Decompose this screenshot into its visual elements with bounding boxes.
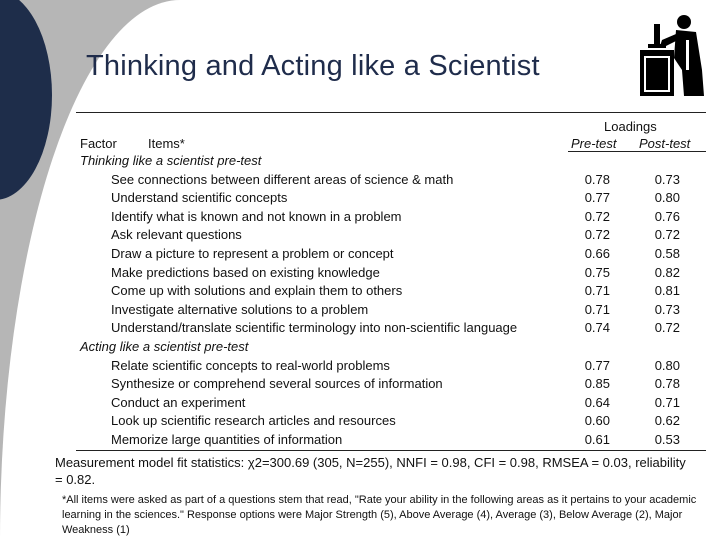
- post-test-loading: 0.73: [654, 301, 680, 317]
- post-test-loading: 0.58: [654, 246, 680, 261]
- footnote: *All items were asked as part of a questions stem that read, "Rate your ability in the following areas as it pertains to your academic learning in the sciences." Response options were Major Strength (5), Above Average (4), Average (3), Below Average (2), Major Weakness (1): [62, 494, 697, 536]
- item-text: Conduct an experiment: [111, 394, 246, 410]
- pre-test-loading: 0.74: [584, 320, 610, 336]
- post-test-loading: 0.72: [654, 320, 680, 336]
- pre-test-loading: 0.77: [584, 357, 610, 373]
- post-test-loading: 0.76: [654, 208, 680, 224]
- header-loadings: Loadings: [604, 119, 657, 134]
- post-test-loading: 0.78: [654, 376, 680, 392]
- item-text: Draw a picture to represent a problem or concept: [111, 246, 394, 261]
- post-test-loading: 0.53: [654, 432, 680, 447]
- pre-test-loading: 0.60: [584, 413, 610, 429]
- post-test-loading: 0.72: [654, 227, 680, 243]
- item-text: Synthesize or comprehend several sources of information: [111, 376, 443, 392]
- item-text: Understand/translate scientific terminology into non-scientific language: [111, 320, 518, 336]
- factor-group-label: Thinking like a scientist pre-test: [80, 153, 262, 168]
- pre-test-loading: 0.71: [584, 283, 610, 299]
- item-text: Look up scientific research articles and resources: [111, 413, 396, 429]
- item-text: Relate scientific concepts to real-world problems: [111, 357, 390, 373]
- post-test-loading: 0.80: [654, 357, 680, 373]
- page-title: Thinking and Acting like a Scientist: [86, 50, 540, 82]
- post-test-loading: 0.82: [654, 264, 680, 280]
- pre-test-loading: 0.72: [584, 208, 610, 224]
- header-rule: [568, 151, 706, 152]
- pre-test-loading: 0.66: [584, 246, 610, 261]
- pre-test-loading: 0.85: [584, 376, 610, 392]
- post-test-loading: 0.71: [654, 394, 680, 410]
- post-test-loading: 0.80: [654, 190, 680, 206]
- item-text: Understand scientific concepts: [111, 190, 288, 206]
- pre-test-loading: 0.61: [584, 432, 610, 447]
- scientist-microscope-icon: [640, 10, 715, 96]
- item-text: Identify what is known and not known in a problem: [111, 208, 402, 224]
- post-test-loading: 0.62: [654, 413, 680, 429]
- fit-statistics: Measurement model fit statistics: χ2=300.69 (305, N=255), NNFI = 0.98, CFI = 0.98, RMSEA = 0.03, reliability = 0.82.: [55, 455, 686, 487]
- item-text: Memorize large quantities of information: [111, 432, 343, 447]
- item-text: Investigate alternative solutions to a problem: [111, 301, 369, 317]
- pre-test-loading: 0.64: [584, 394, 610, 410]
- pre-test-loading: 0.77: [584, 190, 610, 206]
- pre-test-loading: 0.75: [584, 264, 610, 280]
- pre-test-loading: 0.71: [584, 301, 610, 317]
- item-text: See connections between different areas of science & math: [111, 171, 454, 187]
- pre-test-loading: 0.72: [584, 227, 610, 243]
- item-text: Ask relevant questions: [111, 227, 242, 243]
- header-pre-test: Pre-test: [571, 136, 617, 151]
- pre-test-loading: 0.78: [584, 171, 610, 187]
- item-text: Make predictions based on existing knowledge: [111, 264, 380, 280]
- table-bottom-rule: [76, 450, 706, 451]
- table-top-rule: [76, 112, 706, 113]
- header-items: Items*: [148, 136, 185, 151]
- header-post-test: Post-test: [639, 136, 691, 151]
- post-test-loading: 0.81: [654, 283, 680, 299]
- post-test-loading: 0.73: [654, 171, 680, 187]
- factor-group-label: Acting like a scientist pre-test: [80, 339, 249, 354]
- item-text: Come up with solutions and explain them to others: [111, 283, 403, 299]
- header-factor: Factor: [80, 136, 117, 151]
